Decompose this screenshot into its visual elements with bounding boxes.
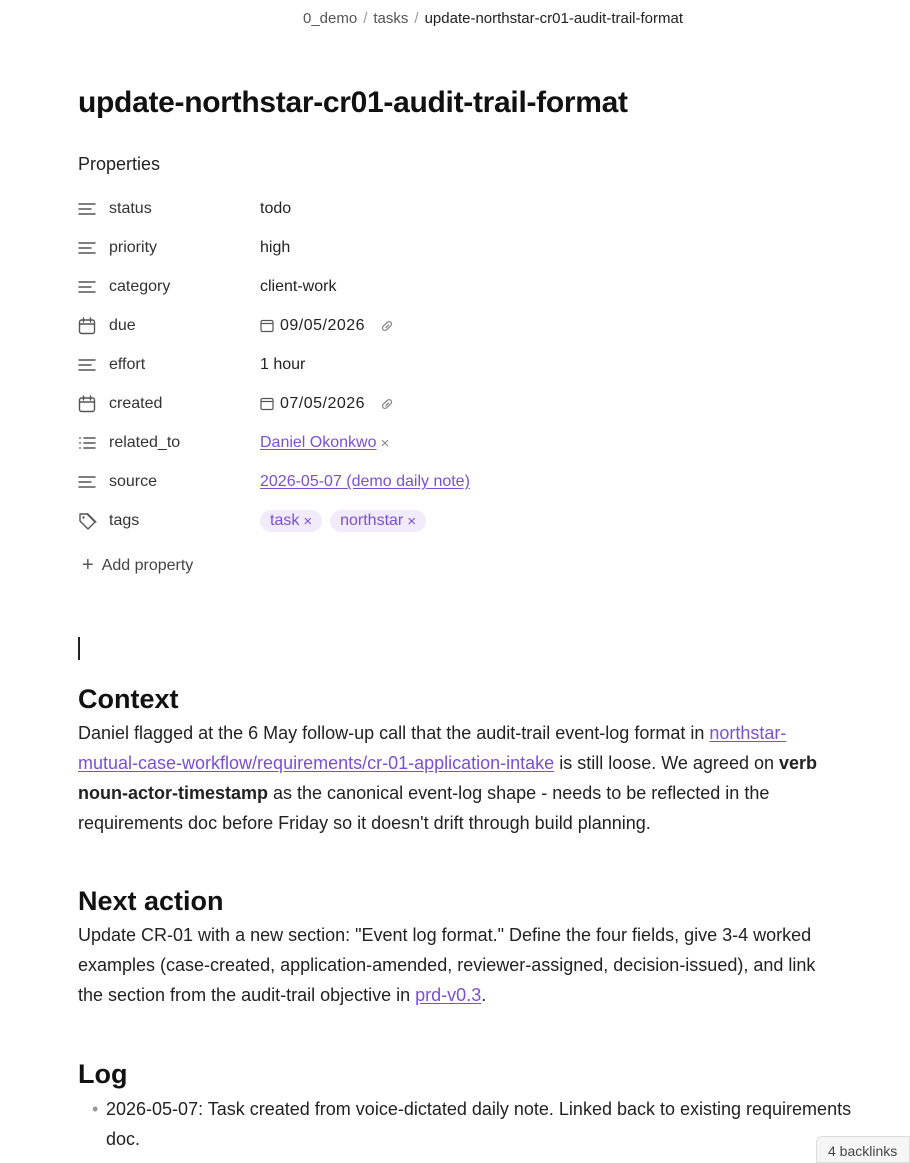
date-text[interactable]: 09/05/2026 — [280, 317, 366, 334]
page-title[interactable]: update-northstar-cr01-audit-trail-format — [78, 86, 628, 119]
property-key-related-to[interactable]: related_to — [109, 434, 181, 451]
breadcrumb-item-tasks[interactable]: tasks — [373, 10, 409, 27]
next-action-text: the section from the audit-trail objective in — [78, 985, 416, 1005]
property-value-priority[interactable]: high — [260, 239, 291, 256]
property-row-source — [78, 467, 838, 497]
property-row-created — [78, 389, 838, 419]
heading-next-action[interactable]: Next action — [78, 886, 224, 916]
property-value-related-to — [260, 434, 389, 452]
context-bold: noun-actor-timestamp — [78, 783, 269, 803]
property-row-tags — [78, 506, 838, 536]
context-text: as the canonical event-log shape - needs to be reflected in the — [268, 783, 770, 803]
property-key-source[interactable]: source — [109, 473, 158, 490]
property-row-category — [78, 272, 838, 302]
calendar-icon — [78, 316, 100, 336]
bullet-icon: • — [92, 1099, 99, 1119]
date-picker-icon[interactable] — [260, 319, 274, 333]
context-paragraph[interactable] — [78, 718, 910, 838]
property-key-status[interactable]: status — [109, 200, 152, 217]
text-lines-icon — [78, 472, 100, 492]
property-row-due — [78, 311, 838, 341]
plus-icon: + — [82, 554, 94, 576]
breadcrumb-separator: / — [414, 10, 419, 27]
date-picker-icon[interactable] — [260, 397, 274, 411]
prd-link[interactable]: prd-v0.3 — [415, 985, 482, 1005]
context-text: Daniel flagged at the 6 May follow-up call that the audit-trail event-log format in — [78, 723, 710, 743]
requirements-link[interactable]: mutual-case-workflow/requirements/cr-01-application-intake — [78, 753, 555, 773]
breadcrumb-separator: / — [363, 10, 368, 27]
property-key-tags[interactable]: tags — [109, 512, 140, 529]
source-link[interactable]: 2026-05-07 (demo daily note) — [260, 473, 470, 490]
property-value-source — [260, 473, 470, 491]
add-property-label: Add property — [101, 556, 194, 574]
remove-icon[interactable]: × — [303, 512, 313, 530]
property-row-status — [78, 194, 838, 224]
text-lines-icon — [78, 355, 100, 375]
heading-context[interactable]: Context — [78, 684, 179, 714]
context-text: is still loose. We agreed on — [554, 753, 779, 773]
property-value-due[interactable] — [260, 317, 395, 335]
property-key-created[interactable]: created — [109, 395, 163, 412]
property-value-tags — [260, 510, 434, 532]
property-value-category[interactable]: client-work — [260, 278, 337, 295]
text-lines-icon — [78, 277, 100, 297]
backlinks-button[interactable]: 4 backlinks — [816, 1136, 910, 1163]
tag-pill[interactable] — [330, 510, 426, 532]
property-value-effort[interactable]: 1 hour — [260, 356, 306, 373]
list-icon — [78, 433, 100, 453]
list-item[interactable] — [92, 1094, 852, 1154]
breadcrumb-item-demo[interactable]: 0_demo — [303, 10, 358, 27]
property-key-category[interactable]: category — [109, 278, 171, 295]
context-bold: verb — [778, 753, 818, 773]
link-icon[interactable] — [379, 318, 395, 334]
property-key-effort[interactable]: effort — [109, 356, 146, 373]
property-key-priority[interactable]: priority — [109, 239, 158, 256]
text-lines-icon — [78, 238, 100, 258]
context-text: requirements doc before Friday so it doesn't drift through build planning. — [78, 813, 651, 833]
breadcrumb-current[interactable]: update-northstar-cr01-audit-trail-format — [424, 10, 684, 27]
text-cursor — [78, 637, 80, 660]
link-icon[interactable] — [379, 396, 395, 412]
property-value-created[interactable] — [260, 395, 395, 413]
remove-icon[interactable]: × — [380, 434, 390, 452]
tag-label: northstar — [340, 512, 404, 529]
properties-heading[interactable]: Properties — [78, 154, 161, 174]
tag-icon — [78, 511, 100, 531]
related-to-link[interactable]: Daniel Okonkwo — [260, 434, 377, 451]
tag-label: task — [270, 512, 300, 529]
next-action-text: . — [481, 985, 487, 1005]
calendar-icon — [78, 394, 100, 414]
property-value-status[interactable]: todo — [260, 200, 292, 217]
date-text[interactable]: 07/05/2026 — [280, 395, 366, 412]
note-content — [78, 0, 910, 1163]
property-key-due[interactable]: due — [109, 317, 136, 334]
property-row-effort — [78, 350, 838, 380]
next-action-text: Update CR-01 with a new section: "Event log format." Define the four fields, give 3-4 worked — [78, 925, 812, 945]
property-row-related-to — [78, 428, 838, 458]
heading-log[interactable]: Log — [78, 1059, 128, 1089]
remove-icon[interactable]: × — [407, 512, 417, 530]
text-lines-icon — [78, 199, 100, 219]
add-property-button[interactable] — [82, 554, 193, 577]
tag-pill[interactable] — [260, 510, 322, 532]
next-action-paragraph[interactable] — [78, 920, 910, 1010]
requirements-link[interactable]: northstar- — [709, 723, 787, 743]
log-item-text: 2026-05-07: Task created from voice-dictated daily note. Linked back to existing requirements doc. — [106, 1099, 852, 1149]
property-row-priority — [78, 233, 838, 263]
next-action-text: examples (case-created, application-amended, reviewer-assigned, decision-issued), and link — [78, 955, 816, 975]
